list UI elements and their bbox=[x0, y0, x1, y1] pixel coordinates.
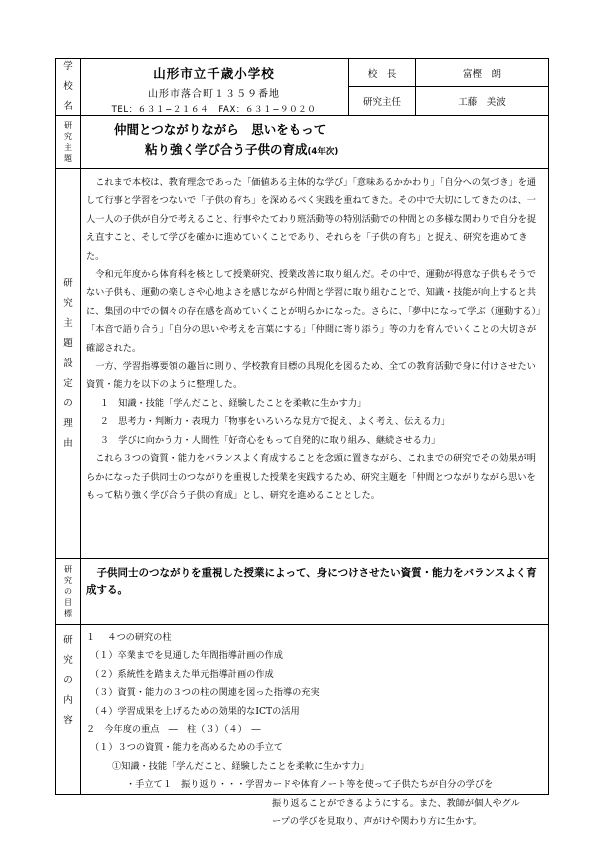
research-theme bbox=[80, 116, 548, 168]
label-char: 研 bbox=[63, 635, 73, 646]
label-char: 目 bbox=[64, 598, 72, 607]
school-address: 山形市落合町１３５９番地 bbox=[148, 89, 280, 100]
label-char: 内 bbox=[63, 695, 73, 706]
research-chief-name: 工藤 美波 bbox=[458, 97, 506, 108]
vertical-label bbox=[64, 120, 72, 164]
reason-text bbox=[86, 174, 544, 505]
school-name-label bbox=[56, 59, 81, 115]
label-char: 容 bbox=[63, 715, 73, 726]
label-char: 究 bbox=[64, 576, 72, 585]
label-char: 理 bbox=[63, 417, 73, 429]
vertical-label bbox=[63, 274, 73, 454]
goal-row bbox=[56, 559, 548, 625]
school-name: 山形市立千歳小学校 bbox=[153, 66, 275, 81]
label-char: 設 bbox=[63, 357, 73, 369]
theme-label bbox=[56, 116, 81, 168]
research-chief-label: 研究主任 bbox=[349, 87, 416, 115]
contents-line: （１）卒業までを見通した年間指導計画の作成 bbox=[90, 650, 283, 662]
contents-line: （３）資質・能力の３つの柱の関連を図った指導の充実 bbox=[90, 687, 320, 699]
reason-label bbox=[56, 169, 81, 558]
contents-line: ープの学びを見取り、声がけや関わり方に生かす。 bbox=[272, 816, 483, 828]
theme-line-2 bbox=[145, 140, 338, 162]
contents-line: ①知識・技能「学んだこと、経験したことを柔軟に生かす力」 bbox=[112, 760, 370, 772]
vertical-label bbox=[64, 564, 72, 619]
label-char: の bbox=[63, 397, 73, 409]
goal-label bbox=[56, 559, 81, 624]
contents-line: 振り返ることができるようにする。また、教師が個人やグル bbox=[272, 797, 520, 809]
label-char: 名 bbox=[63, 101, 73, 112]
ability-item: ３ 学びに向かう力・人間性「好奇心をもって自発的に取り組み、継続させる力」 bbox=[99, 434, 441, 446]
principal-name: 富樫 朗 bbox=[416, 59, 548, 87]
label-char: の bbox=[64, 587, 72, 596]
theme-row bbox=[56, 116, 548, 169]
contents-line: ・手立て１ 振り返り・・・学習カードや体育ノート等を使って子供たちが自分の学びを bbox=[126, 779, 494, 791]
ability-item: ２ 思考力・判断力・表現力「物事をいろいろな見方で捉え、よく考え、伝える力」 bbox=[99, 416, 451, 428]
contents-line: １ ４つの研究の柱 bbox=[86, 632, 172, 643]
label-char: 定 bbox=[63, 377, 73, 389]
ability-item: １ 知識・技能「学んだこと、経験したことを柔軟に生かす力」 bbox=[99, 397, 367, 409]
label-char: 主 bbox=[64, 143, 72, 152]
label-char: 主 bbox=[63, 317, 73, 329]
label-char: 研 bbox=[63, 277, 73, 289]
label-char: 究 bbox=[63, 297, 73, 309]
label-char: 研 bbox=[64, 565, 72, 574]
label-char: 題 bbox=[64, 154, 72, 163]
vertical-label bbox=[63, 631, 73, 731]
research-goal: 子供同士のつながりを重視した授業によって、身につけさせたい資質・能力をバランスよく育成する。 bbox=[86, 567, 537, 596]
label-char: 究 bbox=[63, 655, 73, 666]
principal-label: 校 長 bbox=[349, 59, 416, 87]
label-char: 究 bbox=[64, 132, 72, 141]
contents-line: ２ 今年度の重点 ― 柱（３）（４） ― bbox=[86, 724, 261, 736]
label-char: 標 bbox=[64, 609, 72, 618]
vertical-label bbox=[63, 57, 73, 117]
reason-row bbox=[56, 169, 548, 559]
contents-label bbox=[56, 625, 81, 794]
contents-line: （２）系統性を踏まえた単元指導計画の作成 bbox=[90, 668, 274, 680]
label-char: 題 bbox=[63, 337, 73, 349]
reason-paragraph: 一方、学習指導要領の趣旨に則り、学校教育目標の具現化を図るため、全ての教育活動で身に付けさせたい資質・能力を以下のように整理した。 bbox=[86, 361, 536, 391]
reason-closing: これら３つの資質・能力をバランスよく育成することを念頭に置きながら、これまでの研究でその効果が明らかになった子供同士のつながりを重視した授業を実践するため、研究主題を「仲間とつながりながら思いをもって粘り強く学び合う子供の育成」とし、研究を進めることとした。 bbox=[86, 453, 536, 501]
reason-paragraph: 令和元年度から体育科を核として授業研究、授業改善に取り組んだ。その中で、運動が得意な子供もそうでない子供も、運動の楽しさや心地よさを感じながら仲間と学習に取り組むことで、知識・技能が向上すると共に、集団の中での個々の存在感を高めていくことが明らかになった。さらに、「夢中になって学ぶ（運動する）」「本音で語り合う」「自分の思いや考えを言葉にする」「仲間に寄り添う」等の力を育んでいくことの大切さが確認された。 bbox=[86, 269, 541, 354]
research-summary-sheet bbox=[55, 58, 549, 828]
label-char: の bbox=[63, 675, 73, 686]
header-row bbox=[56, 59, 548, 116]
contents-line: （４）学習成果を上げるための効果的なICTの活用 bbox=[90, 705, 300, 717]
label-char: 由 bbox=[63, 437, 73, 449]
school-info-cell bbox=[80, 59, 349, 115]
contents-line: （１）３つの資質・能力を高めるための手立て bbox=[90, 742, 283, 754]
contents-row bbox=[56, 625, 548, 828]
school-tel-fax: TEL：６３１−２１６４ FAX：６３１−９０２０ bbox=[111, 105, 317, 115]
theme-line-2-text: 粘り強く学び合う子供の育成 bbox=[145, 142, 308, 157]
label-char: 研 bbox=[64, 121, 72, 130]
reason-paragraph: これまで本校は、教育理念であった「価値ある主体的な学び」「意味あるかかわり」「自分への気づき」を通して行事と学習をつないで「子供の育ち」を深めるべく実践を重ねてきた。その中で大切にしてきたのは、一人一人の子供が自分で考えること、行事やたてわり班活動等の特別活動での仲間との多様な関わりで自分を捉え直すこと、そして学びを確かに進めていくことであり、それらを「子供の育ち」と捉え、研究を進めてきた。 bbox=[86, 177, 537, 262]
research-contents bbox=[86, 629, 544, 831]
label-char: 校 bbox=[63, 81, 73, 92]
label-char: 学 bbox=[63, 61, 73, 72]
theme-line-1: 仲間とつながりながら 思いをもって bbox=[114, 122, 327, 137]
theme-grade: (4年次) bbox=[307, 147, 339, 157]
